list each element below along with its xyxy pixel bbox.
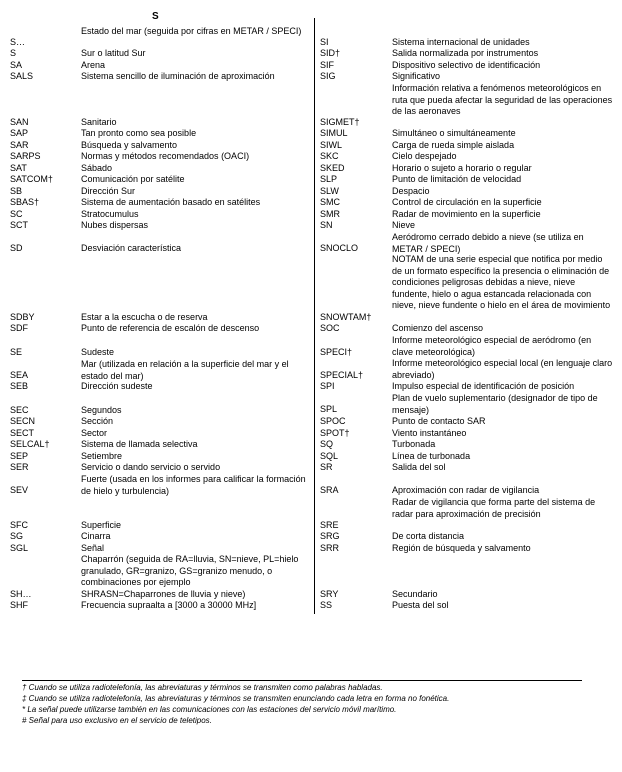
entry-definition: Aproximación con radar de vigilancia (392, 485, 540, 495)
entry-abbreviation: SEP (10, 451, 29, 461)
entry-abbreviation: SIMUL (320, 128, 348, 138)
entry-abbreviation: SC (10, 209, 23, 219)
entry-definition: Viento instantáneo (392, 428, 467, 438)
entry-definition: Cinarra (81, 531, 111, 541)
entry-abbreviation: SAT (10, 163, 27, 173)
entry-definition: Normas y métodos recomendados (OACI) (81, 151, 250, 161)
entry-definition: Búsqueda y salvamento (81, 140, 178, 150)
entry-abbreviation: SFC (10, 520, 28, 530)
entry-abbreviation: SG (10, 531, 24, 541)
entry-definition: Nubes dispersas (81, 220, 149, 230)
footnote-hash: # Señal para uso exclusivo en el servicio de teletipos. (22, 716, 212, 725)
entry-abbreviation: SQL (320, 451, 339, 461)
entry-definition: Fuerte (usada en los informes para calificar la formación de hielo y turbulencia) (81, 474, 306, 496)
entry-abbreviation: S… (10, 37, 26, 47)
entry-abbreviation: SECN (10, 416, 36, 426)
entry-definition: Sistema internacional de unidades (392, 37, 530, 47)
entry-definition: Sistema de llamada selectiva (81, 439, 198, 449)
entry-abbreviation: SR (320, 462, 333, 472)
entry-abbreviation: SPI (320, 381, 335, 391)
section-letter: S (152, 11, 159, 22)
entry-abbreviation: SOC (320, 323, 340, 333)
entry-abbreviation: SDF (10, 323, 28, 333)
entry-definition: Sábado (81, 163, 113, 173)
entry-abbreviation: SER (10, 462, 29, 472)
entry-abbreviation: S (10, 48, 17, 58)
column-divider (314, 18, 315, 614)
entry-definition: Dirección sudeste (81, 381, 153, 391)
entry-abbreviation: SAP (10, 128, 29, 138)
entry-abbreviation: SPOC (320, 416, 346, 426)
entry-abbreviation: SEC (10, 405, 29, 415)
entry-definition: Información relativa a fenómenos meteorológicos en ruta que pueda afectar la seguridad de las operaciones de las aeronaves (392, 83, 613, 116)
entry-abbreviation: SEV (10, 485, 29, 495)
entry-abbreviation: SKED (320, 163, 345, 173)
entry-abbreviation: SIG (320, 71, 336, 81)
entry-definition: Señal (81, 543, 105, 553)
entry-abbreviation: SDBY (10, 312, 35, 322)
entry-definition: Salida normalizada por instrumentos (392, 48, 539, 58)
entry-abbreviation: SQ (320, 439, 334, 449)
entry-abbreviation: SA (10, 60, 23, 70)
footnote-asterisk: * La señal puede utilizarse también en las comunicaciones con las estaciones del servicio móvil marítimo. (22, 705, 397, 714)
entry-abbreviation: SCT (10, 220, 28, 230)
entry-abbreviation: SARPS (10, 151, 41, 161)
entry-definition: Sudeste (81, 347, 115, 357)
entry-definition: Segundos (81, 405, 122, 415)
entry-definition: Salida del sol (392, 462, 446, 472)
entry-abbreviation: SNOWTAM† (320, 312, 372, 322)
entry-definition: Simultáneo o simultáneamente (392, 128, 516, 138)
entry-definition: Significativo (392, 71, 441, 81)
entry-abbreviation: SKC (320, 151, 339, 161)
entry-abbreviation: SRR (320, 543, 340, 553)
entry-definition: Stratocumulus (81, 209, 139, 219)
entry-abbreviation: SI (320, 37, 329, 47)
entry-abbreviation: SPOT† (320, 428, 350, 438)
entry-definition: SHRASN=Chaparrones de lluvia y nieve) (81, 589, 246, 599)
entry-abbreviation: SPECIAL† (320, 370, 364, 380)
entry-abbreviation: SRY (320, 589, 339, 599)
entry-abbreviation: SLP (320, 174, 338, 184)
entry-abbreviation: SNOCLO (320, 243, 359, 253)
entry-abbreviation: SGL (10, 543, 29, 553)
entry-definition: Nieve (392, 220, 416, 230)
entry-abbreviation: SATCOM† (10, 174, 53, 184)
entry-abbreviation: SMC (320, 197, 340, 207)
entry-abbreviation: SHF (10, 600, 28, 610)
entry-definition: Sector (81, 428, 108, 438)
entry-abbreviation: SE (10, 347, 23, 357)
entry-definition: Radar de movimiento en la superficie (392, 209, 541, 219)
entry-abbreviation: SAN (10, 117, 29, 127)
entry-abbreviation: SELCAL† (10, 439, 50, 449)
entry-definition: Arena (81, 60, 106, 70)
entry-definition: Carga de rueda simple aislada (392, 140, 515, 150)
entry-definition: Servicio o dando servicio o servido (81, 462, 221, 472)
entry-abbreviation: SECT (10, 428, 35, 438)
entry-abbreviation: SRE (320, 520, 339, 530)
entry-definition: Sistema de aumentación basado en satélites (81, 197, 261, 207)
entry-abbreviation: SIGMET† (320, 117, 360, 127)
entry-definition: Informe meteorológico especial local (en lenguaje claro abreviado) (392, 358, 613, 380)
entry-definition: Radar de vigilancia que forma parte del sistema de radar para aproximación de precisión (392, 497, 596, 519)
entry-definition: Frecuencia supraalta a [3000 a 30000 MHz] (81, 600, 257, 610)
entry-definition: Informe meteorológico especial de aeródromo (en clave meteorológica) (392, 335, 592, 357)
entry-definition: Línea de turbonada (392, 451, 471, 461)
entry-definition: Estar a la escucha o de reserva (81, 312, 208, 322)
entry-definition: Impulso especial de identificación de posición (392, 381, 575, 391)
entry-definition: NOTAM de una serie especial que notifica por medio de un formato específico la presencia o eliminación de condiciones peligrosas debidas a nieve, nieve fundente, hielo o agua estancada relacionada con nieve, nieve fundente o hielo en el área de movimiento (392, 254, 611, 310)
entry-abbreviation: SRG (320, 531, 340, 541)
entry-abbreviation: SIF (320, 60, 335, 70)
entry-definition: Sanitario (81, 117, 117, 127)
entry-definition: Superficie (81, 520, 122, 530)
entry-abbreviation: SEA (10, 370, 29, 380)
entry-definition: Dirección Sur (81, 186, 136, 196)
entry-abbreviation: SALS (10, 71, 34, 81)
footnotes (22, 680, 582, 726)
entry-abbreviation: SPECI† (320, 347, 353, 357)
entry-definition: Setiembre (81, 451, 123, 461)
entry-definition: Despacio (392, 186, 430, 196)
entry-abbreviation: SEB (10, 381, 29, 391)
entry-abbreviation: SB (10, 186, 23, 196)
entry-abbreviation: SID† (320, 48, 341, 58)
entry-definition: Sur o latitud Sur (81, 48, 146, 58)
entry-abbreviation: SBAS† (10, 197, 40, 207)
footnote-dagger: † Cuando se utiliza radiotelefonía, las abreviaturas y términos se transmiten como palabras habladas. (22, 683, 383, 692)
entry-definition: Chaparrón (seguida de RA=lluvia, SN=nieve, PL=hielo granulado, GR=granizo, GS=granizo menudo, o combinaciones por ejemplo (81, 554, 299, 587)
entry-definition: Región de búsqueda y salvamento (392, 543, 531, 553)
entry-definition: Dispositivo selectivo de identificación (392, 60, 541, 70)
entry-definition: Aeródromo cerrado debido a nieve (se utiliza en METAR / SPECI) (392, 232, 584, 254)
entry-definition: Tan pronto como sea posible (81, 128, 197, 138)
entry-definition: Puesta del sol (392, 600, 449, 610)
entry-abbreviation: SPL (320, 404, 338, 414)
entry-abbreviation: SD (10, 243, 23, 253)
entry-definition: Plan de vuelo suplementario (designador de tipo de mensaje) (392, 393, 598, 415)
entry-abbreviation: SLW (320, 186, 339, 196)
entry-definition: Control de circulación en la superficie (392, 197, 542, 207)
entry-definition: Comienzo del ascenso (392, 323, 484, 333)
entry-definition: Desviación característica (81, 243, 182, 253)
entry-definition: Comunicación por satélite (81, 174, 185, 184)
entry-definition: Horario o sujeto a horario o regular (392, 163, 532, 173)
entry-definition: Punto de contacto SAR (392, 416, 486, 426)
entry-definition: Punto de referencia de escalón de descenso (81, 323, 260, 333)
entry-definition: Punto de limitación de velocidad (392, 174, 522, 184)
entry-abbreviation: SIWL (320, 140, 343, 150)
entry-definition: Sistema sencillo de iluminación de aproximación (81, 71, 275, 81)
entry-abbreviation: SH… (10, 589, 32, 599)
entry-definition: Cielo despejado (392, 151, 457, 161)
entry-abbreviation: SS (320, 600, 333, 610)
entry-abbreviation: SRA (320, 485, 339, 495)
entry-definition: De corta distancia (392, 531, 465, 541)
entry-definition: Secundario (392, 589, 438, 599)
entry-definition: Sección (81, 416, 114, 426)
entry-definition: Mar (utilizada en relación a la superficie del mar y el estado del mar) (81, 359, 289, 381)
entry-abbreviation: SN (320, 220, 333, 230)
entry-abbreviation: SAR (10, 140, 29, 150)
entry-definition: Estado del mar (seguida por cifras en METAR / SPECI) (81, 26, 302, 36)
entry-abbreviation: SMR (320, 209, 340, 219)
footnote-double-dagger: ‡ Cuando se utiliza radiotelefonía, las abreviaturas y términos se transmiten enunciando cada letra en forma no fonética. (22, 694, 450, 703)
entry-definition: Turbonada (392, 439, 436, 449)
